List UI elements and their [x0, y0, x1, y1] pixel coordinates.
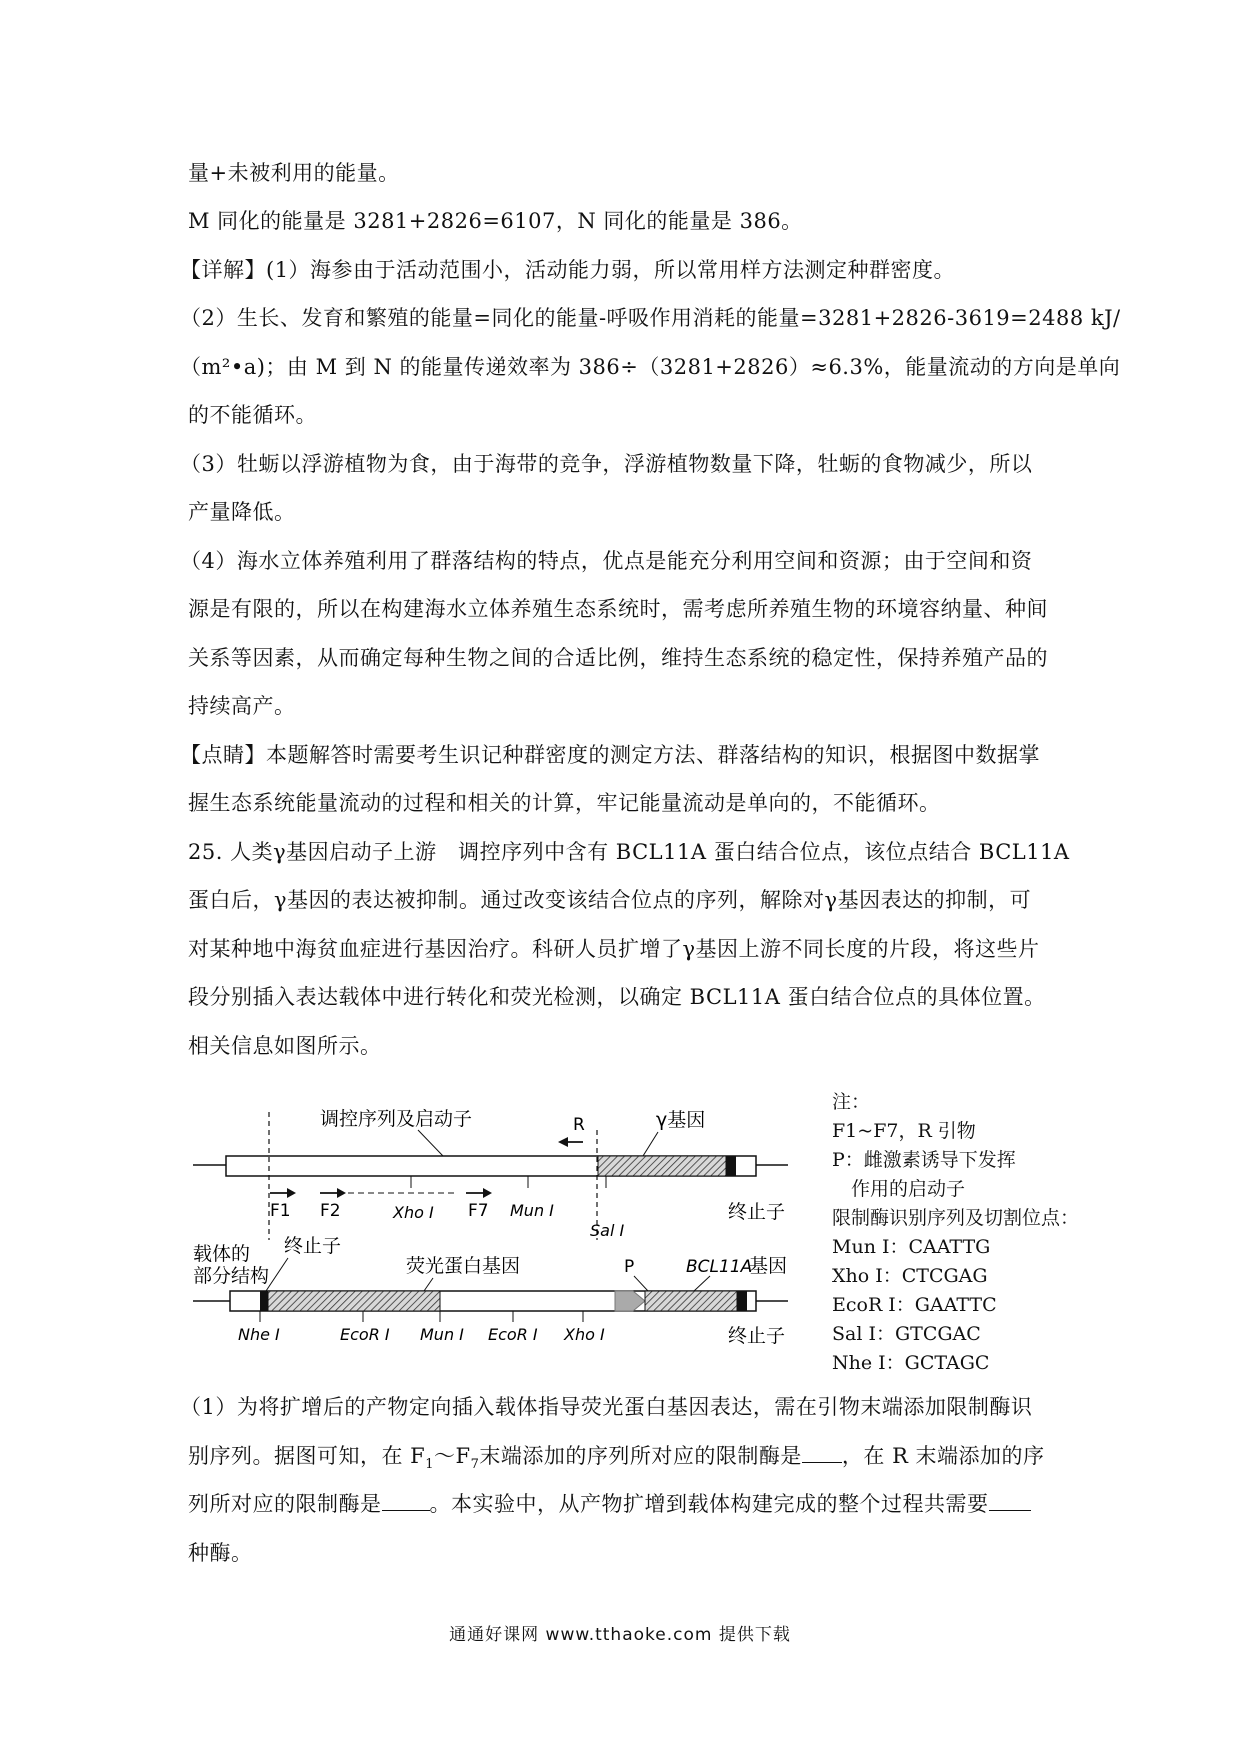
q1-text: 末端添加的序列所对应的限制酶是: [479, 1444, 802, 1468]
mun-site-label-2: Mun I: [420, 1325, 464, 1344]
mun-site-label: Mun I: [510, 1201, 554, 1220]
f1-label: F1: [270, 1201, 291, 1221]
ecor-site-label-2: EcoR I: [488, 1325, 538, 1344]
q1-text: 别序列。据图可知，在 F: [188, 1444, 426, 1468]
text-line: 关系等因素，从而确定每种生物之间的合适比例，维持生态系统的稳定性，保持养殖产品的: [188, 646, 1048, 670]
gene-vector-diagram: [188, 1090, 828, 1390]
note-line: 作用的启动子: [832, 1178, 966, 1200]
gamma-gene-label: γ基因: [656, 1109, 706, 1131]
note-line: Sal I：GTCGAC: [832, 1323, 981, 1345]
xho-site-label: Xho I: [393, 1203, 434, 1222]
text-line: 【点睛】本题解答时需要考生识记种群密度的测定方法、群落结构的知识，根据图中数据掌: [180, 743, 1040, 767]
terminator-block: [726, 1156, 736, 1176]
sal-site-label: Sal I: [590, 1221, 625, 1240]
text-line: 握生态系统能量流动的过程和相关的计算，牢记能量流动是单向的，不能循环。: [188, 791, 941, 815]
xho-site-label-2: Xho I: [564, 1325, 605, 1344]
q1-text: 列所对应的限制酶是: [188, 1492, 382, 1516]
f1-arrow-icon: [287, 1188, 296, 1198]
text-line: 蛋白后，γ基因的表达被抑制。通过改变该结合位点的序列，解除对γ基因表达的抑制，可: [188, 888, 1032, 912]
text-line: 段分别插入表达载体中进行转化和荧光检测，以确定 BCL11A 蛋白结合位点的具体位置。: [188, 985, 1046, 1009]
text-line: （3）牡蛎以浮游植物为食，由于海带的竞争，浮游植物数量下降，牡蛎的食物减少，所以: [180, 452, 1033, 476]
note-line: P：雌激素诱导下发挥: [832, 1149, 1016, 1171]
vector-terminator-block-2: [737, 1291, 747, 1311]
question-1-line-3: [188, 1489, 1031, 1519]
note-line: Xho I：CTCGAG: [832, 1265, 988, 1287]
question-1-line-2: [188, 1441, 1045, 1480]
text-line: M 同化的能量是 3281+2826=6107，N 同化的能量是 386。: [188, 209, 803, 233]
regulatory-label: 调控序列及启动子: [320, 1108, 473, 1130]
f2-label: F2: [320, 1201, 341, 1221]
question-25-line: 25. 人类γ基因启动子上游 调控序列中含有 BCL11A 蛋白结合位点，该位点结合 BCL11A: [188, 840, 1070, 864]
bcl11a-label: BCL11A: [686, 1257, 753, 1277]
q1-subscript: 7: [470, 1457, 480, 1473]
bcl11a-gene-suffix: 基因: [749, 1255, 788, 1277]
q1-subscript: 1: [425, 1457, 435, 1473]
note-line: 注：: [832, 1091, 871, 1113]
gamma-gene-region: [598, 1156, 726, 1176]
text-line: （m²•a)；由 M 到 N 的能量传递效率为 386÷（3281+2826）≈6.3%，能量流动的方向是单向: [180, 355, 1121, 379]
text-line: 【详解】(1）海参由于活动范围小，活动能力弱，所以常用样方法测定种群密度。: [180, 258, 956, 282]
note-line: EcoR I：GAATTC: [832, 1294, 997, 1316]
q1-text: ，在 R 末端添加的序: [841, 1444, 1045, 1468]
text-line: （2）生长、发育和繁殖的能量=同化的能量-呼吸作用消耗的能量=3281+2826-3619=2488 kJ/: [180, 306, 1121, 330]
text-line: 的不能循环。: [188, 403, 317, 427]
answer-blank[interactable]: [989, 1492, 1031, 1511]
ecor-site-label: EcoR I: [340, 1325, 390, 1344]
note-line: Mun I：CAATTG: [832, 1236, 991, 1258]
text-line: 相关信息如图所示。: [188, 1034, 382, 1058]
text-line: 持续高产。: [188, 694, 296, 718]
text-line: 量+未被利用的能量。: [188, 161, 400, 185]
vector-label: 载体的: [193, 1243, 251, 1265]
vector-terminator-block: [260, 1291, 268, 1311]
promoter-p-label: P: [624, 1257, 635, 1277]
vector-label-2: 部分结构: [193, 1265, 270, 1287]
text-line: 产量降低。: [188, 500, 296, 524]
fluorescent-gene-label: 荧光蛋白基因: [406, 1255, 521, 1277]
note-line: 限制酶识别序列及切割位点：: [832, 1207, 1080, 1229]
fluorescent-gene-region: [268, 1291, 440, 1311]
f2-arrow-icon: [337, 1188, 346, 1198]
text-line: （4）海水立体养殖利用了群落结构的特点，优点是能充分利用空间和资源；由于空间和资: [180, 549, 1033, 573]
text-line: 源是有限的，所以在构建海水立体养殖生态系统时，需考虑所养殖生物的环境容纳量、种间: [188, 597, 1048, 621]
terminator-label-2: 终止子: [284, 1235, 342, 1257]
terminator-label: 终止子: [728, 1201, 786, 1223]
question-1-line-4: 种酶。: [188, 1541, 253, 1565]
bcl11a-gene-region: [645, 1291, 737, 1311]
q1-text: 。本实验中，从产物扩增到载体构建完成的整个过程共需要: [429, 1492, 989, 1516]
diagram-notes: [832, 1088, 1079, 1378]
primer-r-label: R: [573, 1115, 585, 1135]
terminator-label-3: 终止子: [728, 1325, 786, 1347]
page-footer: 通通好课网 www.tthaoke.com 提供下载: [449, 1625, 791, 1645]
note-line: F1~F7，R 引物: [832, 1120, 976, 1142]
q1-text: ～F: [434, 1444, 471, 1468]
nhe-site-label: Nhe I: [238, 1325, 280, 1344]
answer-blank[interactable]: [382, 1492, 430, 1511]
text-line: 对某种地中海贫血症进行基因治疗。科研人员扩增了γ基因上游不同长度的片段，将这些片: [188, 937, 1040, 961]
question-1-line: （1）为将扩增后的产物定向插入载体指导荧光蛋白基因表达，需在引物末端添加限制酶识: [180, 1395, 1033, 1419]
f7-arrow-icon: [483, 1188, 492, 1198]
note-line: Nhe I：GCTAGC: [832, 1352, 990, 1374]
answer-blank[interactable]: [802, 1444, 842, 1463]
f7-label: F7: [468, 1201, 489, 1221]
